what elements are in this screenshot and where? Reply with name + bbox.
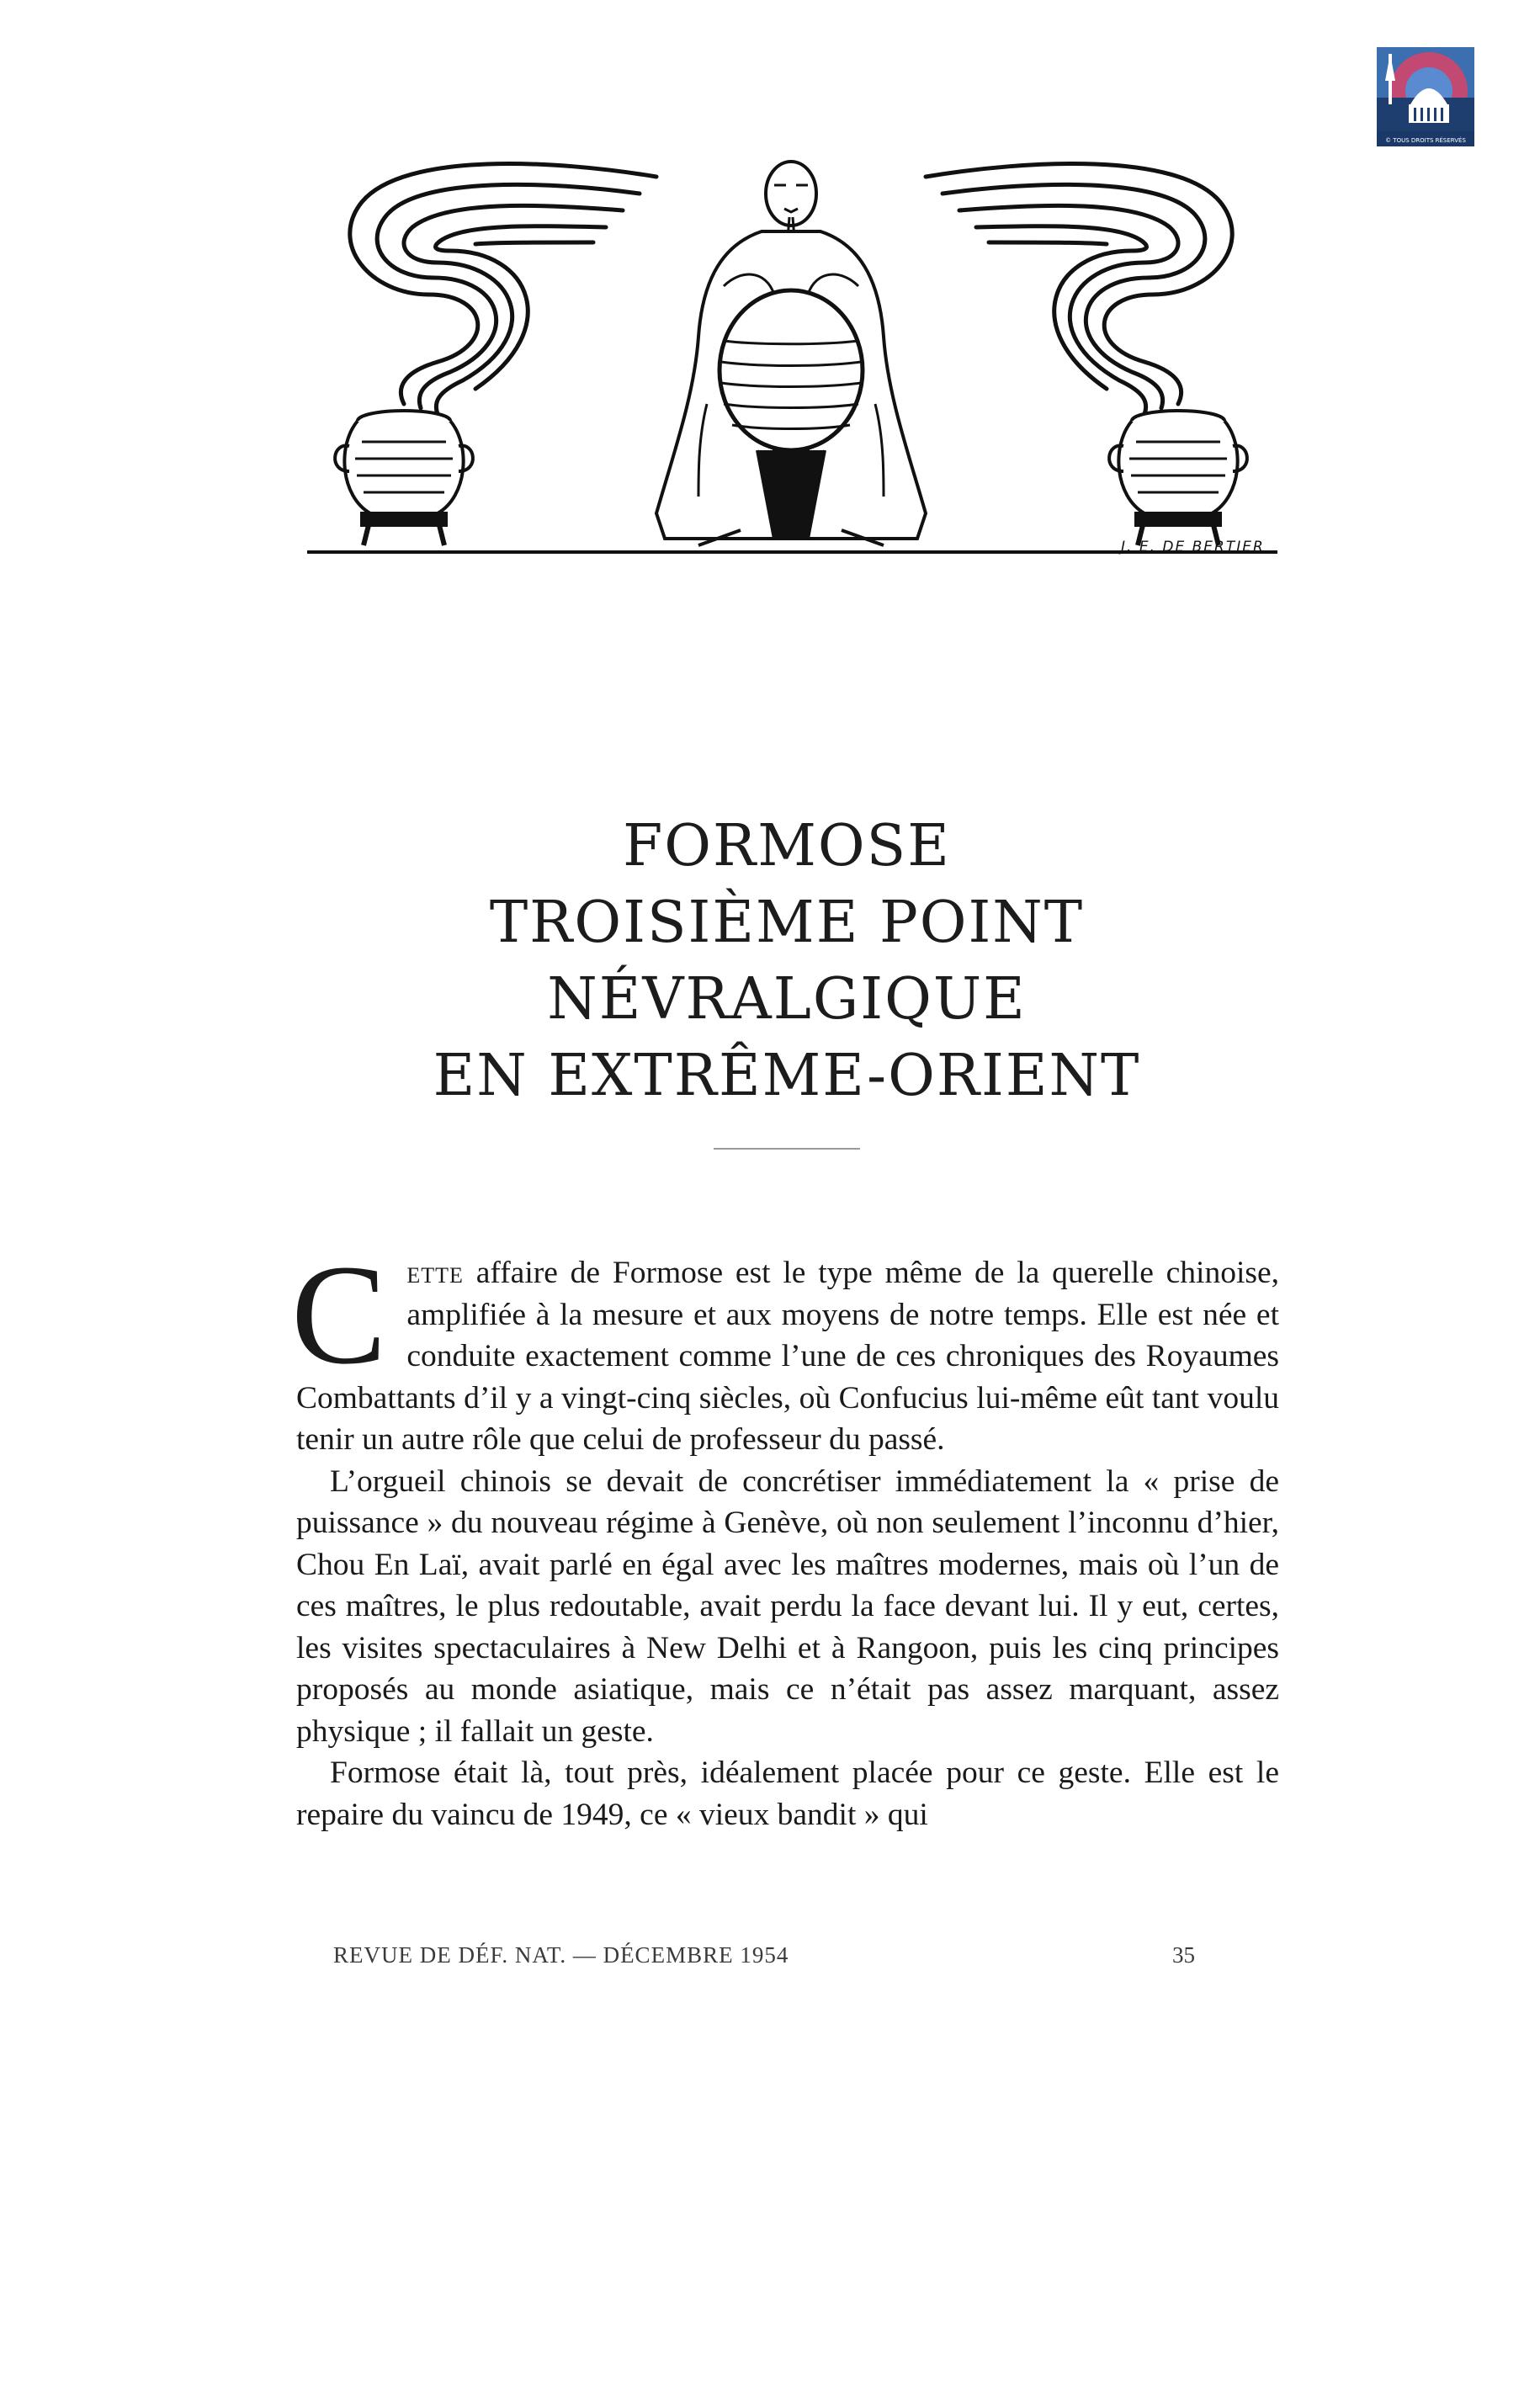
paragraph-1-text: affaire de Formose est le type même de la querelle chinoise, amplifiée à la mesure et aux moyens de notre temps. Elle est née et conduite exactement comme l’une de ces chroniques des Royaumes Combattants d’il y a vingt-cinq siècles, où Confucius lui-même eût tant voulu tenir un autre rôle que celui de professeur du passé. <box>296 1256 1280 1457</box>
left-urn <box>335 411 473 545</box>
title-line-1: FORMOSE <box>623 813 951 879</box>
journal-reference: REVUE DE DÉF. NAT. — DÉCEMBRE 1954 <box>333 1942 789 1968</box>
paragraph-2: L’orgueil chinois se devait de concrétiser immédiatement la « prise de puissance » du nouveau régime à Genève, où non seulement l’inconnu d’hier, Chou En Laï, avait parlé en égal avec les maîtres modernes, mais où l’un de ces maîtres, le plus redoutable, avait perdu la face devant lui. Il y eut, certes, les visites spectaculaires à New Delhi et à Rangoon, puis les cinq principes proposés au monde asiatique, mais ce n’était pas assez marquant, assez physique ; il fallait un geste. <box>296 1463 1279 1749</box>
copyright-badge <box>1377 47 1474 146</box>
title-line-4: EN EXTRÊME-ORIENT <box>433 1043 1141 1109</box>
first-word: ette <box>406 1256 464 1290</box>
article-title <box>252 808 1321 1114</box>
illustrator-signature: J. E. DE BERTIER <box>1121 539 1265 555</box>
title-divider <box>714 1148 860 1150</box>
badge-caption: © TOUS DROITS RÉSERVÉS <box>1385 137 1466 144</box>
header-illustration <box>303 151 1279 564</box>
paragraph-3: Formose était là, tout près, idéalement placée pour ce geste. Elle est le repaire du vaincu de 1949, ce « vieux bandit » qui <box>296 1756 1279 1832</box>
paragraph-1 <box>291 1235 1280 1461</box>
dome-logo-icon <box>1377 47 1474 146</box>
seated-sage-illustration <box>303 151 1279 564</box>
right-urn <box>1109 411 1247 545</box>
article-body <box>291 1235 1280 1835</box>
title-line-2: TROISIÈME POINT <box>489 890 1085 956</box>
seated-sage <box>656 162 926 545</box>
left-smoke <box>350 164 656 414</box>
page-footer <box>333 1942 1195 1968</box>
page-number: 35 <box>1172 1942 1195 1968</box>
drop-cap: C <box>291 1235 387 1394</box>
right-smoke <box>926 164 1232 414</box>
title-line-3: NÉVRALGIQUE <box>547 966 1027 1033</box>
